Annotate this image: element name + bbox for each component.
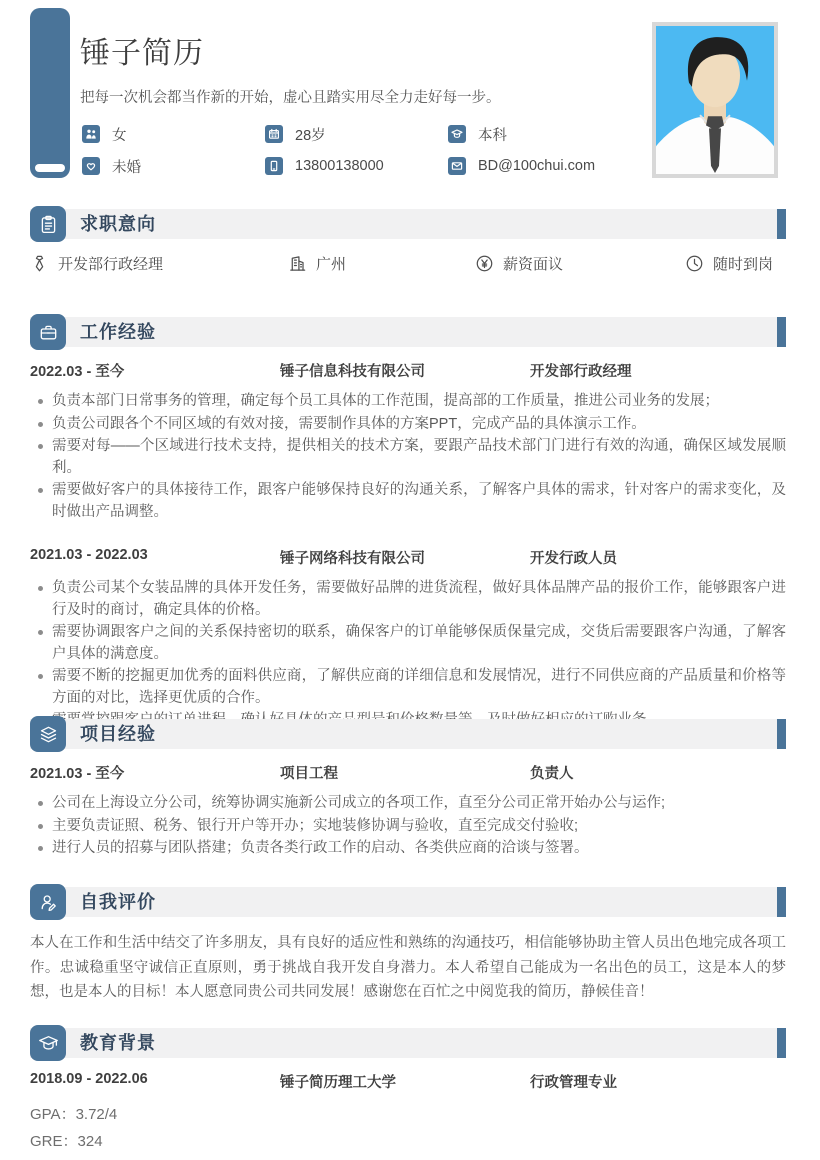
gender-icon: [82, 125, 100, 143]
section-title: 项目经验: [80, 724, 156, 744]
project-entry-header: [30, 762, 786, 783]
profile-photo: [652, 22, 778, 178]
info-marital: [82, 156, 265, 177]
building-icon: [288, 254, 307, 273]
section-header: [30, 887, 786, 917]
bullet-item: 负责本部门日常事务的管理，确定每个员工具体的工作范围，提高部的工作质量，推进公司业务的发展；: [30, 391, 786, 413]
section-job-intention: [30, 209, 786, 274]
work-entry-header: [30, 360, 786, 381]
info-age-value: 28岁: [295, 127, 326, 144]
bullet-item: 进行人员的招募与团队搭建；负责各类行政工作的启动、各类供应商的洽谈与签署。: [30, 838, 786, 860]
education-period: 2018.09 - 2022.06: [30, 1071, 148, 1087]
work-role: 开发部行政经理: [530, 364, 632, 380]
section-header: [30, 1028, 786, 1058]
section-title: 工作经验: [80, 322, 156, 342]
info-gender-value: 女: [112, 127, 127, 144]
age-icon: [265, 125, 283, 143]
intent-salary: [475, 253, 685, 274]
header-accent-dash: [35, 164, 65, 172]
section-title: 求职意向: [80, 214, 156, 234]
info-degree: [448, 124, 642, 145]
work-bullet-list: [30, 391, 786, 523]
briefcase-icon: [30, 314, 66, 350]
phone-icon: [265, 157, 283, 175]
project-role: 负责人: [530, 766, 574, 782]
section-education: [30, 1028, 786, 1152]
clock-icon: [685, 254, 704, 273]
intent-salary-label: 薪资面议: [503, 256, 564, 273]
email-icon: [448, 157, 466, 175]
work-entry-header: [30, 547, 786, 568]
salary-icon: [475, 254, 494, 273]
work-period: 2022.03 - 至今: [30, 364, 125, 380]
info-gender: [82, 124, 265, 145]
degree-icon: [448, 125, 466, 143]
work-period: 2021.03 - 2022.03: [30, 547, 148, 563]
work-role: 开发行政人员: [530, 551, 617, 567]
education-major: 行政管理专业: [530, 1075, 617, 1091]
person-edit-icon: [30, 884, 66, 920]
section-title: 自我评价: [80, 892, 156, 912]
intent-position-label: 开发部行政经理: [58, 256, 164, 273]
work-company: 锤子信息科技有限公司: [280, 364, 425, 380]
bullet-item: 需要对每——个区域进行技术支持，提供相关的技术方案，要跟产品技术部门门进行有效的沟通，确保区域发展顺利。: [30, 436, 786, 479]
section-self-evaluation: [30, 887, 786, 1005]
education-entry-header: [30, 1071, 786, 1092]
info-age: [265, 124, 448, 145]
section-title: 教育背景: [80, 1033, 156, 1053]
bullet-item: 需要不断的挖掘更加优秀的面料供应商，了解供应商的详细信息和发展情况，进行不同供应商的产品质量和价格等方面的对比，选择更优质的合作。: [30, 666, 786, 709]
layers-icon: [30, 716, 66, 752]
intent-availability: [685, 253, 786, 274]
info-degree-value: 本科: [478, 127, 507, 144]
page-title: 锤子简历: [80, 37, 204, 70]
intent-city: [288, 253, 475, 274]
bullet-item: 公司在上海设立分公司，统筹协调实施新公司成立的各项工作，直至分公司正常开始办公与运作;: [30, 793, 786, 815]
intent-city-label: 广州: [316, 256, 347, 273]
project-period: 2021.03 - 至今: [30, 766, 125, 782]
marital-icon: [82, 157, 100, 175]
section-header: [30, 317, 786, 347]
education-gre: GRE：324: [30, 1133, 103, 1150]
personal-info-grid: [82, 118, 642, 182]
project-name: 项目工程: [280, 766, 338, 782]
job-intention-row: [30, 253, 786, 274]
header-accent-bar: [30, 8, 70, 178]
bullet-item: 负责公司跟各个不同区域的有效对接，需要制作具体的方案PPT，完成产品的具体演示工作。: [30, 414, 786, 436]
section-work-experience: [30, 317, 786, 733]
section-header: [30, 719, 786, 749]
info-email: [448, 157, 642, 175]
bullet-item: 需要做好客户的具体接待工作，跟客户能够保持良好的沟通关系，了解客户具体的需求，针对客户的需求变化，及时做出产品调整。: [30, 480, 786, 523]
education-school: 锤子简历理工大学: [280, 1075, 396, 1091]
graduation-cap-icon: [30, 1025, 66, 1061]
section-project-experience: [30, 719, 786, 861]
bullet-item: 负责公司某个女装品牌的具体开发任务，需要做好品牌的进货流程，做好具体品牌产品的报价工作，能够跟客户进行及时的商讨，确定具体的价格。: [30, 578, 786, 621]
self-evaluation-text: 本人在工作和生活中结交了许多朋友，具有良好的适应性和熟练的沟通技巧，相信能够协助主管人员出色地完成各项工作。忠诚稳重坚守诚信正直原则，勇于挑战自我开发自身潜力。本人希望自己能成为一名出色的员工，这是本人的梦想，也是本人的目标！本人愿意同贵公司共同发展！感谢您在百忙之中阅览我的简历，静候佳音！: [30, 935, 786, 1000]
info-phone-value: 13800138000: [295, 158, 384, 174]
info-marital-value: 未婚: [112, 159, 141, 176]
intent-position: [30, 253, 288, 274]
bullet-item: 主要负责证照、税务、银行开户等开办；实地装修协调与验收，直至完成交付验收;: [30, 816, 786, 838]
work-company: 锤子网络科技有限公司: [280, 551, 425, 567]
info-email-value: BD@100chui.com: [478, 158, 596, 174]
project-bullet-list: [30, 793, 786, 860]
clipboard-icon: [30, 206, 66, 242]
bullet-item: 需要协调跟客户之间的关系保持密切的联系，确保客户的订单能够保质保量完成，交货后需要跟客户沟通，了解客户具体的满意度。: [30, 622, 786, 665]
education-gpa: GPA：3.72/4: [30, 1106, 118, 1123]
intent-availability-label: 随时到岗: [713, 256, 774, 273]
info-phone: [265, 157, 448, 175]
tagline: 把每一次机会都当作新的开始，虚心且踏实用尽全力走好每一步。: [80, 90, 501, 106]
tie-icon: [30, 254, 49, 273]
work-bullet-list: [30, 578, 786, 732]
avatar: [656, 26, 774, 174]
section-header: [30, 209, 786, 239]
